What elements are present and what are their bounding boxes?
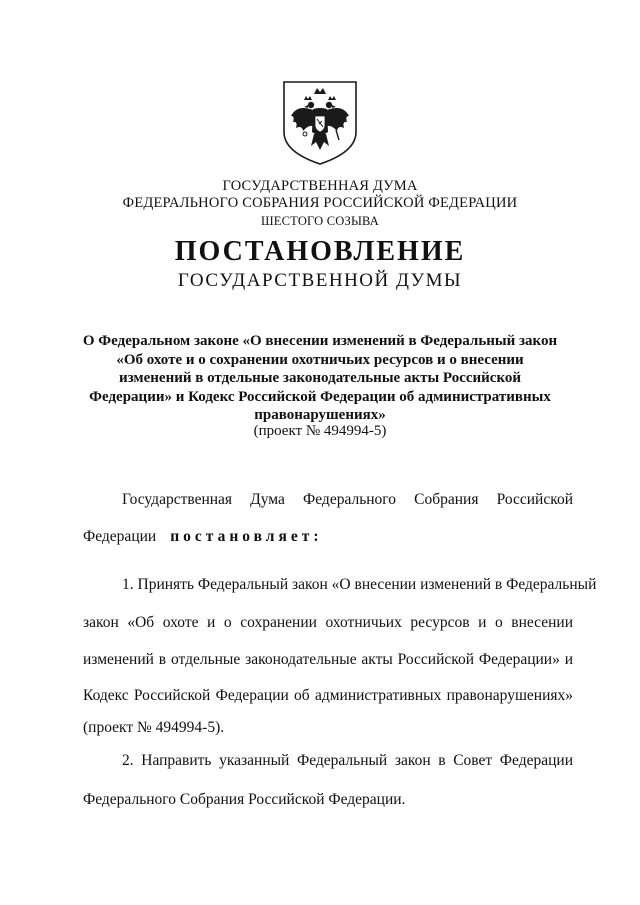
item-1-line: Кодекс Российской Федерации об административных правонарушениях» [83,687,573,704]
subject-line: изменений в отдельные законодательные акты Российской [118,370,522,386]
preamble-verb: постановляет: [170,528,323,545]
item-1-line: закон «Об охоте и о сохранении охотничьих ресурсов и о внесении [83,614,573,631]
convocation-label: ШЕСТОГО СОЗЫВА [260,214,380,228]
coat-of-arms-icon [281,80,359,166]
org-name-line-2: ФЕДЕРАЛЬНОГО СОБРАНИЯ РОССИЙСКОЙ ФЕДЕРАЦИИ [122,195,518,211]
preamble-subject: Федерации [83,528,157,545]
project-number: (проект № 494994-5) [253,423,387,439]
document-issuer: ГОСУДАРСТВЕННОЙ ДУМЫ [177,270,463,291]
item-1-line: изменений в отдельные законодательные акты Российской Федерации» и [83,651,573,668]
subject-line: «Об охоте и о сохранении охотничьих ресурсов и о внесении [116,351,524,368]
subject-line: Федерации» и Кодекс Российской Федерации об административных [89,388,551,405]
preamble-line: Государственная Дума Федерального Собрания Российской [122,491,573,508]
org-name-line-1: ГОСУДАРСТВЕННАЯ ДУМА [222,178,418,194]
subject-line: правонарушениях» [254,407,386,423]
item-2-line: 2. Направить указанный Федеральный закон в Совет Федерации [122,752,573,769]
document-type-title: ПОСТАНОВЛЕНИЕ [174,236,466,267]
preamble-line [83,528,573,546]
item-2-line: Федерального Собрания Российской Федерации. [83,791,406,808]
document-subject [60,332,580,425]
item-1-line: (проект № 494994-5). [83,719,225,736]
item-1-line: 1. Принять Федеральный закон «О внесении изменений в Федеральный [122,576,597,593]
subject-line: О Федеральном законе «О внесении изменений в Федеральный закон [82,333,558,349]
